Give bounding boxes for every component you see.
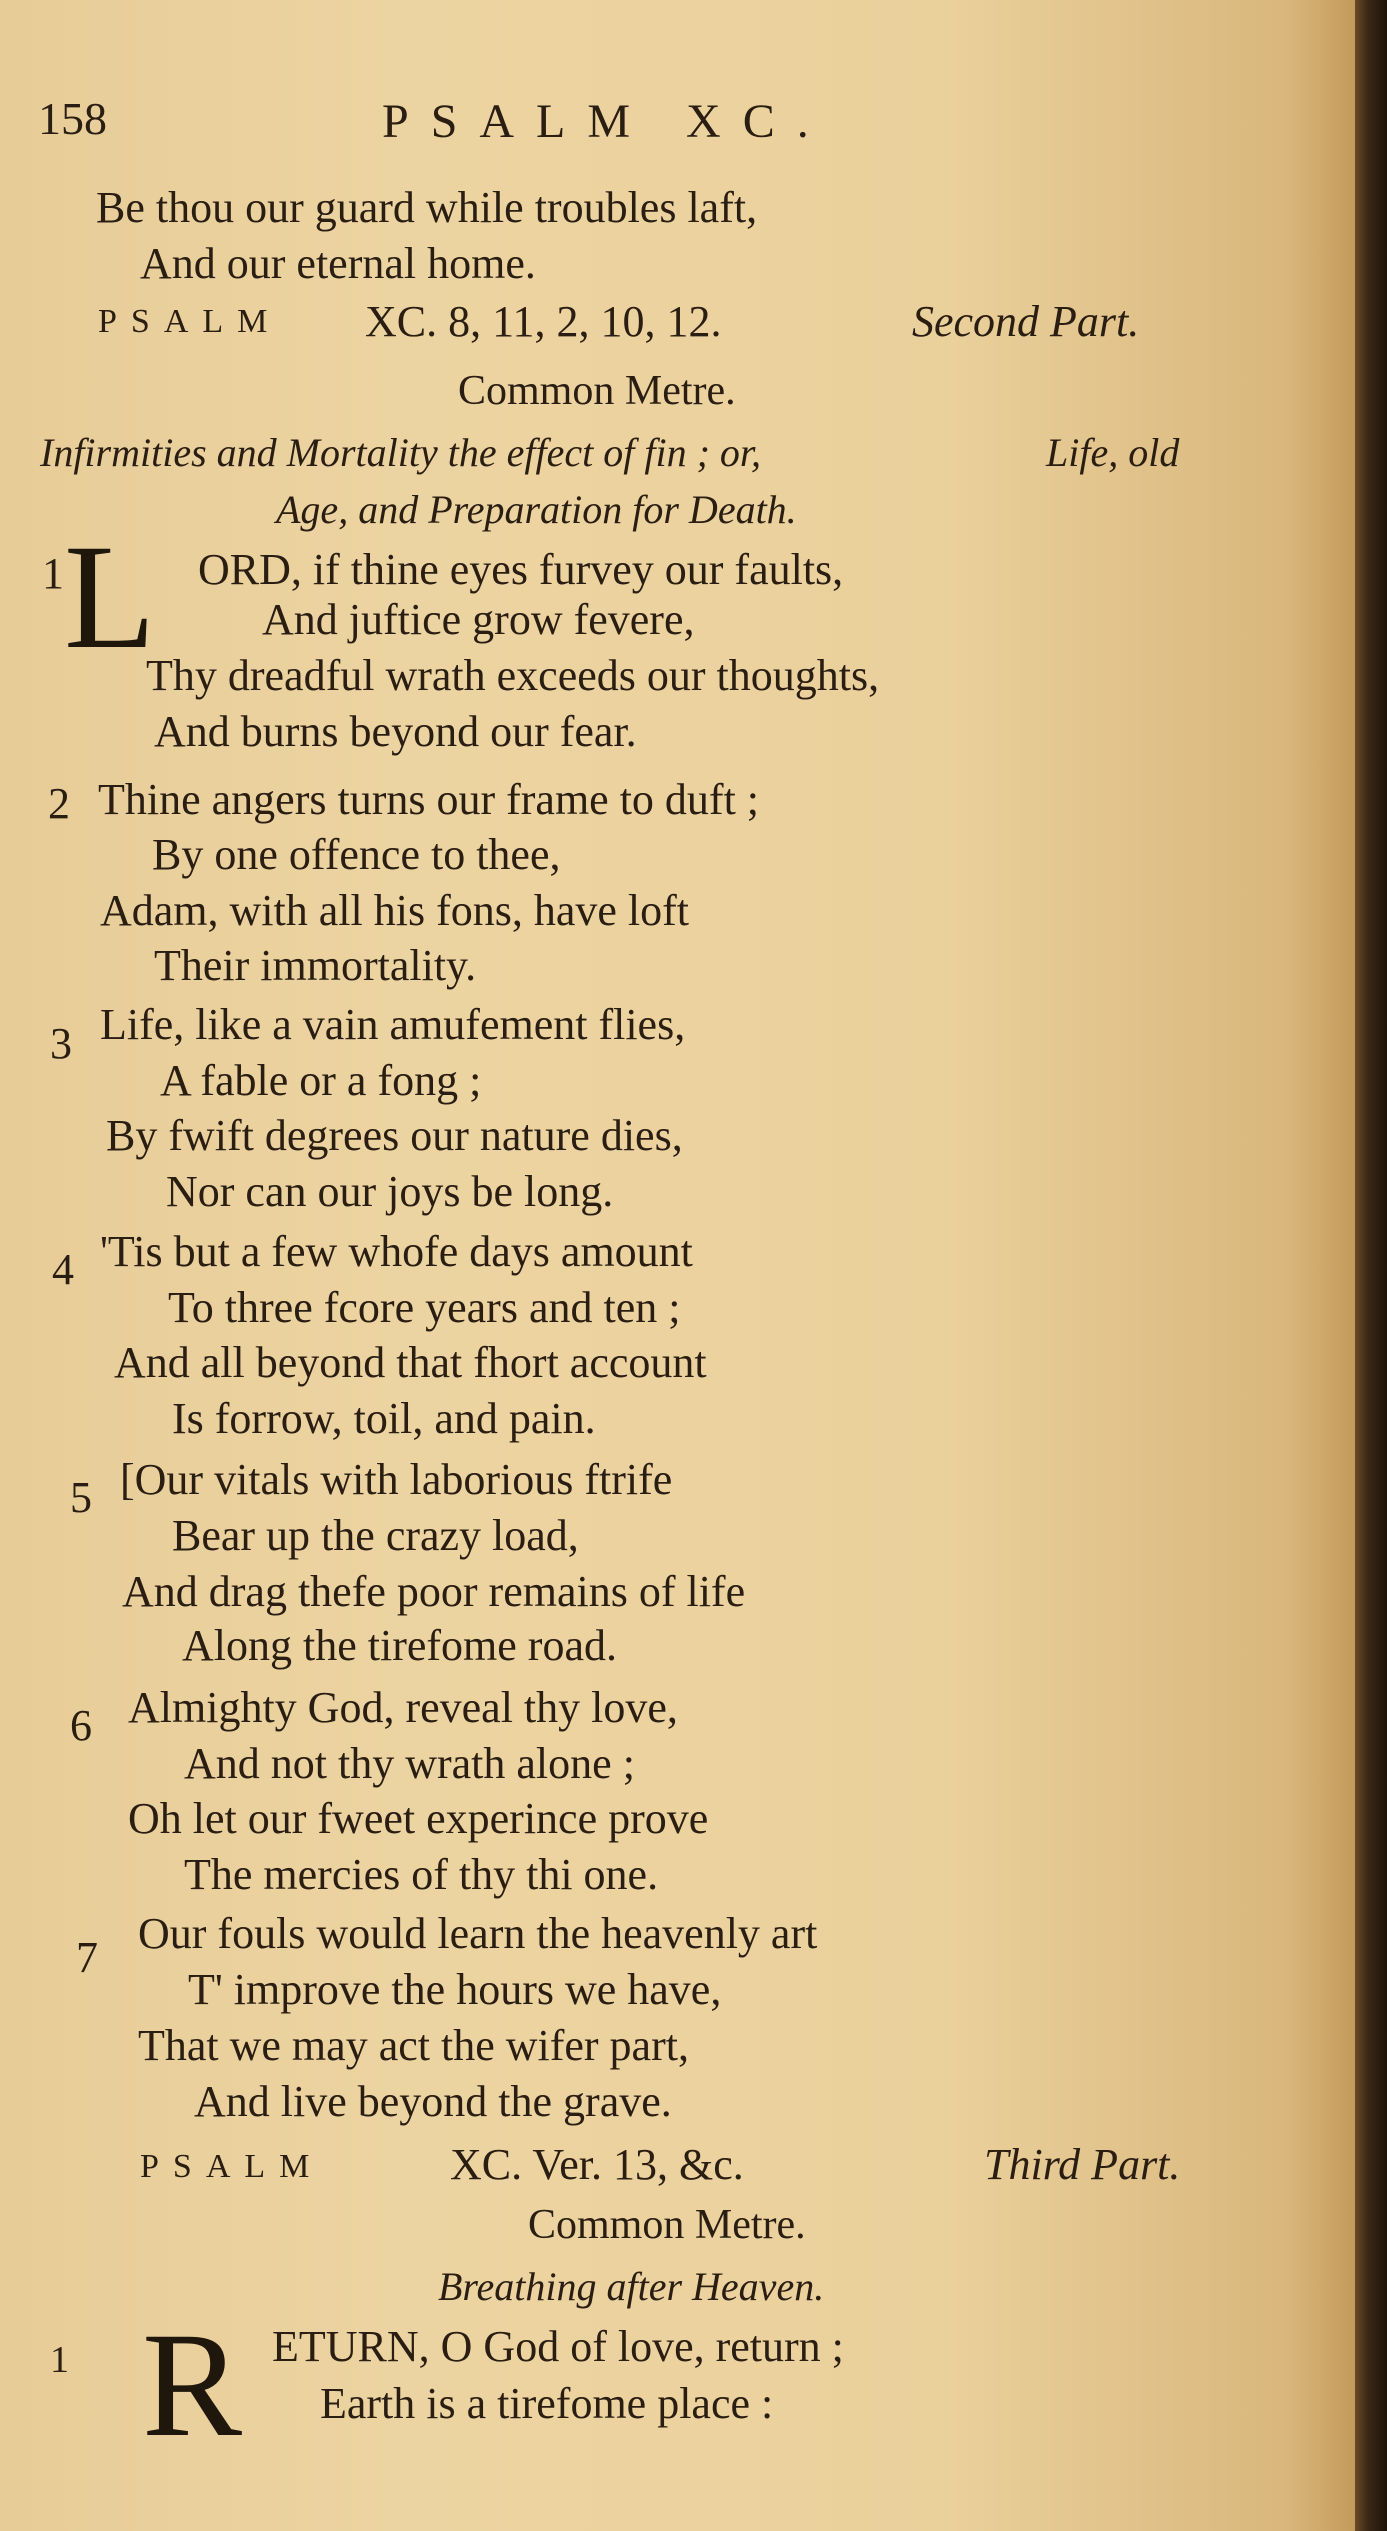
section-heading-word: PSALM xyxy=(98,303,282,340)
verse-line: T' improve the hours we have, xyxy=(188,1965,722,2014)
section-heading-ref: XC. 8, 11, 2, 10, 12. xyxy=(365,297,722,346)
verse-line: Is forrow, toil, and pain. xyxy=(172,1394,596,1443)
subject-line: Life, old xyxy=(1046,430,1180,475)
verse-line: Thy dreadful wrath exceeds our thoughts, xyxy=(146,651,880,700)
page-number: 158 xyxy=(38,93,107,144)
verse-line: And all beyond that fhort account xyxy=(114,1338,707,1387)
verse-line: By fwift degrees our nature dies, xyxy=(106,1111,683,1160)
drop-capital: L xyxy=(64,514,156,680)
verse-line: A fable or a fong ; xyxy=(160,1056,482,1105)
verse-line: [Our vitals with laborious ftrife xyxy=(120,1455,673,1504)
verse-line: Thine angers turns our frame to duft ; xyxy=(98,775,760,824)
verse-line: And burns beyond our fear. xyxy=(154,707,637,756)
part-label: Second Part. xyxy=(912,297,1140,346)
verse-line: Along the tirefome road. xyxy=(182,1621,617,1670)
verse-line: Nor can our joys be long. xyxy=(166,1167,614,1216)
verse-line: 'Tis but a few whofe days amount xyxy=(100,1227,693,1276)
section-heading-ref: XC. Ver. 13, &c. xyxy=(450,2140,744,2189)
verse-line: Oh let our fweet experince prove xyxy=(128,1794,709,1843)
verse-line: The mercies of thy thi one. xyxy=(184,1850,659,1899)
subject-line: Breathing after Heaven. xyxy=(438,2264,825,2309)
verse-line: Adam, with all his fons, have loft xyxy=(100,886,690,935)
running-title: PSALM XC. xyxy=(382,95,831,148)
verse-line: Our fouls would learn the heavenly art xyxy=(138,1909,818,1958)
stanza-number: 7 xyxy=(76,1933,98,1982)
stanza-number: 1 xyxy=(42,549,64,598)
verse-line: That we may act the wifer part, xyxy=(138,2021,689,2070)
section-heading-word: PSALM xyxy=(140,2148,324,2185)
stanza-number: 4 xyxy=(52,1245,74,1294)
verse-line: And our eternal home. xyxy=(140,239,536,288)
subject-line: Age, and Preparation for Death. xyxy=(276,487,797,532)
verse-line: ETURN, O God of love, return ; xyxy=(272,2322,844,2371)
metre-label: Common Metre. xyxy=(528,2202,806,2248)
drop-capital: R xyxy=(142,2302,243,2468)
verse-line: Earth is a tirefome place : xyxy=(320,2379,774,2428)
part-label: Third Part. xyxy=(984,2140,1181,2189)
verse-line: Their immortality. xyxy=(154,941,477,990)
verse-line: Bear up the crazy load, xyxy=(172,1511,579,1560)
metre-label: Common Metre. xyxy=(458,368,736,414)
verse-line: And live beyond the grave. xyxy=(194,2077,672,2126)
stanza-number: 3 xyxy=(50,1019,72,1068)
verse-line: And not thy wrath alone ; xyxy=(184,1739,635,1788)
verse-line: Almighty God, reveal thy love, xyxy=(128,1683,678,1732)
verse-line: And drag thefe poor remains of life xyxy=(122,1567,746,1616)
verse-line: Life, like a vain amufement flies, xyxy=(100,1000,686,1049)
stanza-number: 2 xyxy=(48,779,70,828)
stanza-number: 5 xyxy=(70,1473,92,1522)
stanza-number: 1 xyxy=(50,2339,69,2381)
stanza-number: 6 xyxy=(70,1701,92,1750)
verse-line: ORD, if thine eyes furvey our faults, xyxy=(198,545,844,594)
verse-line: By one offence to thee, xyxy=(152,830,561,879)
verse-line: And juftice grow fevere, xyxy=(262,595,695,644)
verse-line: Be thou our guard while troubles laft, xyxy=(96,183,758,232)
subject-line: Infirmities and Mortality the effect of fin ; or, xyxy=(40,430,762,475)
verse-line: To three fcore years and ten ; xyxy=(168,1283,681,1332)
book-binding-edge xyxy=(1355,0,1387,2531)
